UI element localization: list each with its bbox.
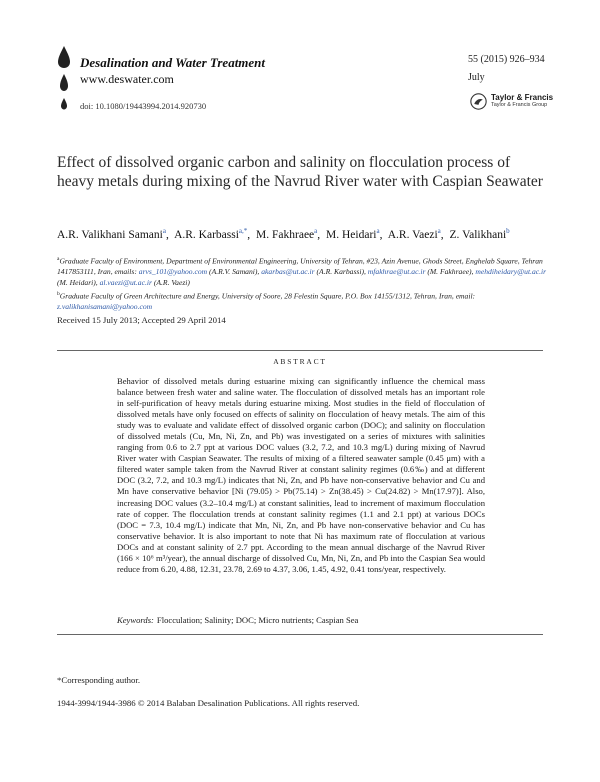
author-affiliation-mark[interactable]: a	[376, 227, 380, 235]
author-affiliation-mark[interactable]: a,*	[238, 227, 248, 235]
author-name: Z. Valikhani	[449, 228, 507, 241]
email-owner: (A.R.V. Samani),	[209, 267, 260, 277]
email-link[interactable]: mfakhrae@ut.ac.ir	[367, 267, 426, 277]
rule-top	[57, 350, 543, 351]
journal-url[interactable]: www.deswater.com	[80, 72, 174, 86]
journal-logo-icon	[55, 44, 73, 120]
copyright: 1944-3994/1944-3986 © 2014 Balaban Desalination Publications. All rights reserved.	[57, 698, 360, 708]
author-name: M. Fakhraee	[256, 228, 315, 241]
author-name: A.R. Karbassi	[174, 228, 239, 241]
author-list	[57, 223, 547, 243]
email-link[interactable]: al.vaezi@ut.ac.ir	[99, 277, 152, 287]
abstract-text: Behavior of dissolved metals during estuarine mixing can significantly influence the chemical mass balance between fresh water and saline water. The flocculation of dissolved metals has an important role in self-purification of heavy metals during estuarine mixing. Most studies in the field of flocculation of dissolved metals have only focused on effects of salinity on flocculation of heavy metals. The aim of this study was to evaluate and validate effect of dissolved organic carbon (DOC); and salinity on flocculation of dissolved metals (Cu, Mn, Ni, Zn, and Pb) was investigated on a series of mixtures with salinities ranging from 0.6 to 2.7 ppt at various DOC values (3.2, 7.2, and 10.3 mg/L) during mixing of Navrud River water with Caspian Seawater. The results of mixing of a filtered seawater sample (0.45 μm) with a filtered water sample taken from the Navrud River at constant salinity regimes (0.6‰) and at different DOC (3.2, 7.2, and 10.3 mg/L) indicates that Ni, Zn, and Pb have non-conservative behavior and Cu and Mn have conservative behavior [Ni (79.05) > Pb(75.14) > Zn(38.45) > Cu(24.82) > Mn(17.97)]. Also, increasing DOC values (3.2–10.4 mg/L) at constant salinities, lead to increment of maximum flocculation rate of copper. The flocculation trends at constant salinity regimes (1.1 and 2.1 ppt) at various DOCs (DOC = 7.3, 10.4 mg/L) indicate that Mn, Ni, Zn, and Pb have non-conservative behavior and Cu has conservative behavior. It is also important to note that Ni has maximum rate of flocculation at various DOCs and at constant salinity of 2.7 ppt. According to the mean annual discharge of the Navrud River (166 × 10⁶ m³/year), the annual discharge of dissolved Cu, Mn, Ni, Zn, and Pb into the Caspian Sea would reduce from 6.20, 4.88, 12.31, 23.78, 2.69 to 4.37, 3.06, 1.45, 4.92, 0.41 tons/year, respectively.	[117, 376, 485, 574]
received-dates: Received 15 July 2013; Accepted 29 April 2014	[57, 315, 226, 325]
volume-pages: 55 (2015) 926–934	[468, 54, 545, 65]
article-title: Effect of dissolved organic carbon and salinity on flocculation process of heavy metals during mixing of the Navrud River water with Caspian Seawater	[57, 154, 543, 190]
author-affiliation-mark[interactable]: a	[162, 227, 166, 235]
author-separator: ,	[440, 228, 444, 241]
keywords-label: Keywords:	[117, 615, 154, 625]
affiliation-a: $^a$Graduate Faculty of Environment, Department of Environmental Engineering, University of Tehran, #23, Azin Avenue, Ghods Street, Enghelab Square, Tehran 1417853111, Iran, emails: arvs_101@yahoo.com (A.R.V. Samani), akarbas@ut.ac.ir (A.R. Karbassi), mfakhrae@ut.ac.ir (M. Fakhraee), mehdiheidary@ut.ac.ir (M. Heidari), al.vaezi@ut.ac.ir (A.R. Vaezi)	[57, 256, 547, 287]
author-affiliation-mark[interactable]: a	[314, 227, 318, 235]
keywords	[117, 615, 485, 625]
author-separator: ,	[379, 228, 383, 241]
email-owner: (A.R. Vaezi)	[153, 277, 190, 287]
affiliation-b: $^b$Graduate Faculty of Green Architecture and Energy, University of Soore, 28 Felestin Square, P.O. Box 14155/1312, Tehran, Iran, email: z.valikhanisamani@yahoo.com	[57, 290, 476, 311]
author-affiliation-mark[interactable]: b	[506, 227, 510, 235]
author-name: A.R. Vaezi	[387, 228, 438, 241]
author-affiliation-mark[interactable]: a	[437, 227, 441, 235]
doi[interactable]: doi: 10.1080/19443994.2014.920730	[80, 101, 207, 111]
author-name: A.R. Valikhani Samani	[57, 228, 163, 241]
issue-month: July	[468, 72, 485, 83]
author-name: M. Heidari	[326, 228, 377, 241]
affiliations	[57, 254, 547, 313]
corresponding-author-note: *Corresponding author.	[57, 675, 141, 685]
publisher-logo-icon	[470, 93, 487, 110]
email-owner: (M. Fakhraee),	[427, 267, 474, 277]
email-owner: (A.R. Karbassi),	[316, 267, 366, 277]
rule-bottom	[57, 634, 543, 635]
keywords-value: Flocculation; Salinity; DOC; Micro nutrients; Caspian Sea	[156, 615, 359, 625]
publisher-group: Taylor & Francis Group	[491, 101, 548, 108]
email-owner: (M. Heidari),	[57, 277, 98, 287]
email-link[interactable]: mehdiheidary@ut.ac.ir	[475, 267, 547, 277]
journal-name: Desalination and Water Treatment	[80, 55, 266, 70]
email-link[interactable]: z.valikhanisamani@yahoo.com	[57, 301, 153, 311]
publisher-name: Taylor & Francis	[491, 93, 554, 103]
email-link[interactable]: arvs_101@yahoo.com	[138, 267, 208, 277]
author-separator: ,	[247, 228, 251, 241]
author-separator: ,	[317, 228, 321, 241]
email-link[interactable]: akarbas@ut.ac.ir	[261, 267, 315, 277]
publisher-logo	[470, 93, 553, 110]
abstract-heading: ABSTRACT	[273, 357, 327, 366]
author-separator: ,	[165, 228, 169, 241]
